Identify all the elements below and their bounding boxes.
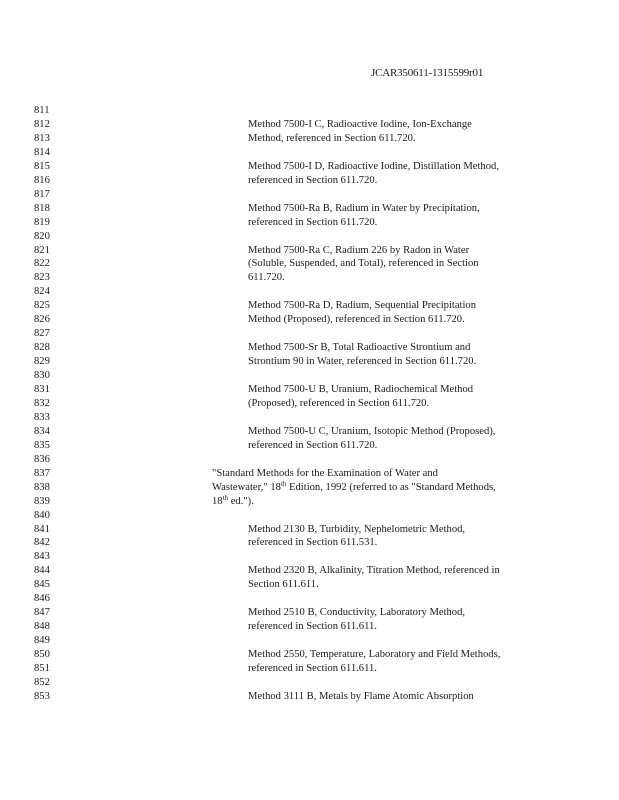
line-number: 837 [34, 467, 50, 479]
line-text [248, 662, 377, 676]
line-number: 819 [34, 216, 50, 228]
document-line [0, 160, 619, 174]
document-line [0, 411, 619, 425]
line-number: 830 [34, 370, 50, 382]
line-text-segment: Method 2510 B, Conductivity, Laboratory Method, [248, 607, 466, 619]
line-text-segment: referenced in Section 611.720. [248, 439, 378, 451]
line-number: 831 [34, 384, 50, 395]
line-text [248, 523, 465, 537]
line-number: 815 [34, 160, 50, 172]
line-number: 832 [34, 397, 50, 409]
document-line [0, 481, 619, 495]
document-line [0, 104, 619, 118]
line-text-segment: Edition, 1992 (referred to as "Standard Methods, [286, 481, 496, 493]
document-line [0, 202, 619, 216]
line-number: 853 [34, 690, 50, 702]
line-text [248, 425, 495, 439]
line-text [248, 174, 377, 188]
line-number: 834 [34, 425, 50, 437]
document-line [0, 174, 619, 188]
document-line [0, 285, 619, 299]
document-line [0, 620, 619, 634]
line-text-segment: Strontium 90 in Water, referenced in Section 611.720. [248, 356, 477, 368]
document-line [0, 257, 619, 271]
line-text-segment: "Standard Methods for the Examination of Water and [212, 467, 438, 479]
document-line [0, 453, 619, 467]
line-text-segment: referenced in Section 611.720. [248, 174, 378, 186]
line-number: 843 [34, 551, 50, 563]
line-number: 813 [34, 132, 50, 144]
document-line [0, 467, 619, 481]
line-text [248, 118, 472, 132]
line-text-segment: Wastewater," 18 [212, 481, 281, 493]
line-text-segment: Method (Proposed), referenced in Section 611.720. [248, 314, 465, 326]
line-number: 828 [34, 342, 50, 354]
line-text-segment: referenced in Section 611.611. [248, 621, 377, 633]
line-text [248, 341, 470, 355]
line-number: 827 [34, 328, 50, 340]
line-text [248, 564, 500, 578]
line-text [248, 355, 476, 369]
document-line [0, 676, 619, 690]
line-text [248, 606, 465, 620]
line-text-segment: Method 7500-Ra D, Radium, Sequential Precipitation [248, 300, 477, 312]
line-text-segment: referenced in Section 611.720. [248, 216, 378, 228]
document-line [0, 244, 619, 258]
line-number: 822 [34, 258, 50, 270]
line-text [248, 313, 465, 327]
document-line [0, 271, 619, 285]
line-text [248, 536, 377, 550]
line-number: 818 [34, 202, 50, 214]
line-number: 846 [34, 593, 50, 605]
document-line [0, 606, 619, 620]
line-text [248, 216, 377, 230]
document-line [0, 509, 619, 523]
line-text-segment: (Proposed), referenced in Section 611.720. [248, 397, 430, 409]
line-text-segment: Method 7500-Sr B, Total Radioactive Strontium and [248, 342, 471, 354]
line-text-segment: Method 3111 B, Metals by Flame Atomic Absorption [248, 690, 474, 702]
line-text [248, 383, 473, 397]
document-line [0, 355, 619, 369]
document-line [0, 146, 619, 160]
line-text-segment: Method, referenced in Section 611.720. [248, 132, 416, 144]
line-text-segment: Method 7500-I D, Radioactive Iodine, Distillation Method, [248, 160, 499, 172]
line-text-segment: Method 2550, Temperature, Laboratory and Field Methods, [248, 649, 501, 661]
line-number: 836 [34, 453, 50, 465]
line-text-segment: referenced in Section 611.531. [248, 537, 378, 549]
line-number: 824 [34, 286, 50, 298]
line-number: 842 [34, 537, 50, 549]
document-line [0, 634, 619, 648]
line-number: 817 [34, 188, 50, 200]
line-text [248, 439, 377, 453]
document-line [0, 341, 619, 355]
document-line [0, 327, 619, 341]
line-text-segment: 18 [212, 495, 223, 507]
line-number: 839 [34, 495, 50, 507]
line-text-segment: Method 7500-U B, Uranium, Radiochemical Method [248, 384, 474, 395]
line-number: 841 [34, 523, 50, 535]
document-line [0, 439, 619, 453]
line-number: 844 [34, 565, 50, 577]
document-line [0, 188, 619, 202]
line-number: 825 [34, 300, 50, 312]
line-text [248, 244, 469, 258]
line-text-segment: ed."). [228, 495, 254, 507]
superscript: th [280, 479, 287, 488]
document-line [0, 132, 619, 146]
line-text-segment: Method 7500-Ra C, Radium 226 by Radon in Water [248, 244, 470, 256]
document-line [0, 592, 619, 606]
line-number: 811 [34, 105, 50, 116]
line-number: 851 [34, 663, 50, 674]
line-text [248, 257, 479, 271]
line-text [248, 299, 476, 313]
document-line [0, 648, 619, 662]
line-text [248, 160, 499, 174]
line-number: 849 [34, 635, 50, 647]
line-number: 821 [34, 244, 50, 256]
line-text [248, 271, 285, 285]
line-text-segment: Method 7500-I C, Radioactive Iodine, Ion-Exchange [248, 118, 472, 130]
line-text [248, 397, 429, 411]
line-text [248, 578, 319, 592]
document-line [0, 523, 619, 537]
line-number: 826 [34, 314, 50, 326]
line-text-segment: Method 7500-Ra B, Radium in Water by Precipitation, [248, 202, 480, 214]
line-number: 852 [34, 676, 50, 688]
document-line [0, 550, 619, 564]
line-number: 838 [34, 481, 50, 493]
line-text [248, 202, 480, 216]
line-text [212, 495, 254, 509]
document-line [0, 118, 619, 132]
line-number: 848 [34, 621, 50, 633]
document-line [0, 564, 619, 578]
line-number: 850 [34, 649, 50, 661]
line-number: 840 [34, 509, 50, 521]
line-text-segment: Method 2130 B, Turbidity, Nephelometric Method, [248, 523, 466, 535]
line-text [248, 690, 474, 704]
line-text [248, 132, 416, 146]
document-line [0, 397, 619, 411]
line-number: 812 [34, 118, 50, 130]
document-code: JCAR350611-1315599r01 [371, 67, 484, 79]
line-number: 833 [34, 411, 50, 423]
line-text [212, 467, 438, 481]
line-number: 847 [34, 607, 50, 619]
document-line [0, 536, 619, 550]
line-text [248, 620, 377, 634]
line-text-segment: referenced in Section 611.611. [248, 663, 377, 674]
document-line [0, 369, 619, 383]
line-text [248, 648, 500, 662]
line-text [212, 481, 496, 495]
document-line [0, 230, 619, 244]
line-number: 820 [34, 230, 50, 242]
line-text-segment: Method 2320 B, Alkalinity, Titration Method, referenced in [248, 565, 500, 577]
document-line [0, 690, 619, 704]
line-text-segment: 611.720. [248, 272, 285, 284]
line-number: 814 [34, 146, 50, 158]
superscript: th [222, 493, 229, 502]
document-line [0, 425, 619, 439]
document-line [0, 578, 619, 592]
line-text-segment: Section 611.611. [248, 579, 319, 591]
document-line [0, 662, 619, 676]
document-line [0, 216, 619, 230]
line-text-segment: (Soluble, Suspended, and Total), referenced in Section [248, 258, 479, 270]
line-number: 835 [34, 439, 50, 451]
document-line [0, 313, 619, 327]
line-text-segment: Method 7500-U C, Uranium, Isotopic Method (Proposed), [248, 425, 496, 437]
line-number: 845 [34, 579, 50, 591]
line-number: 829 [34, 356, 50, 368]
document-line [0, 299, 619, 313]
line-number: 823 [34, 272, 50, 284]
line-number: 816 [34, 174, 50, 186]
document-line [0, 495, 619, 509]
document-line [0, 383, 619, 397]
